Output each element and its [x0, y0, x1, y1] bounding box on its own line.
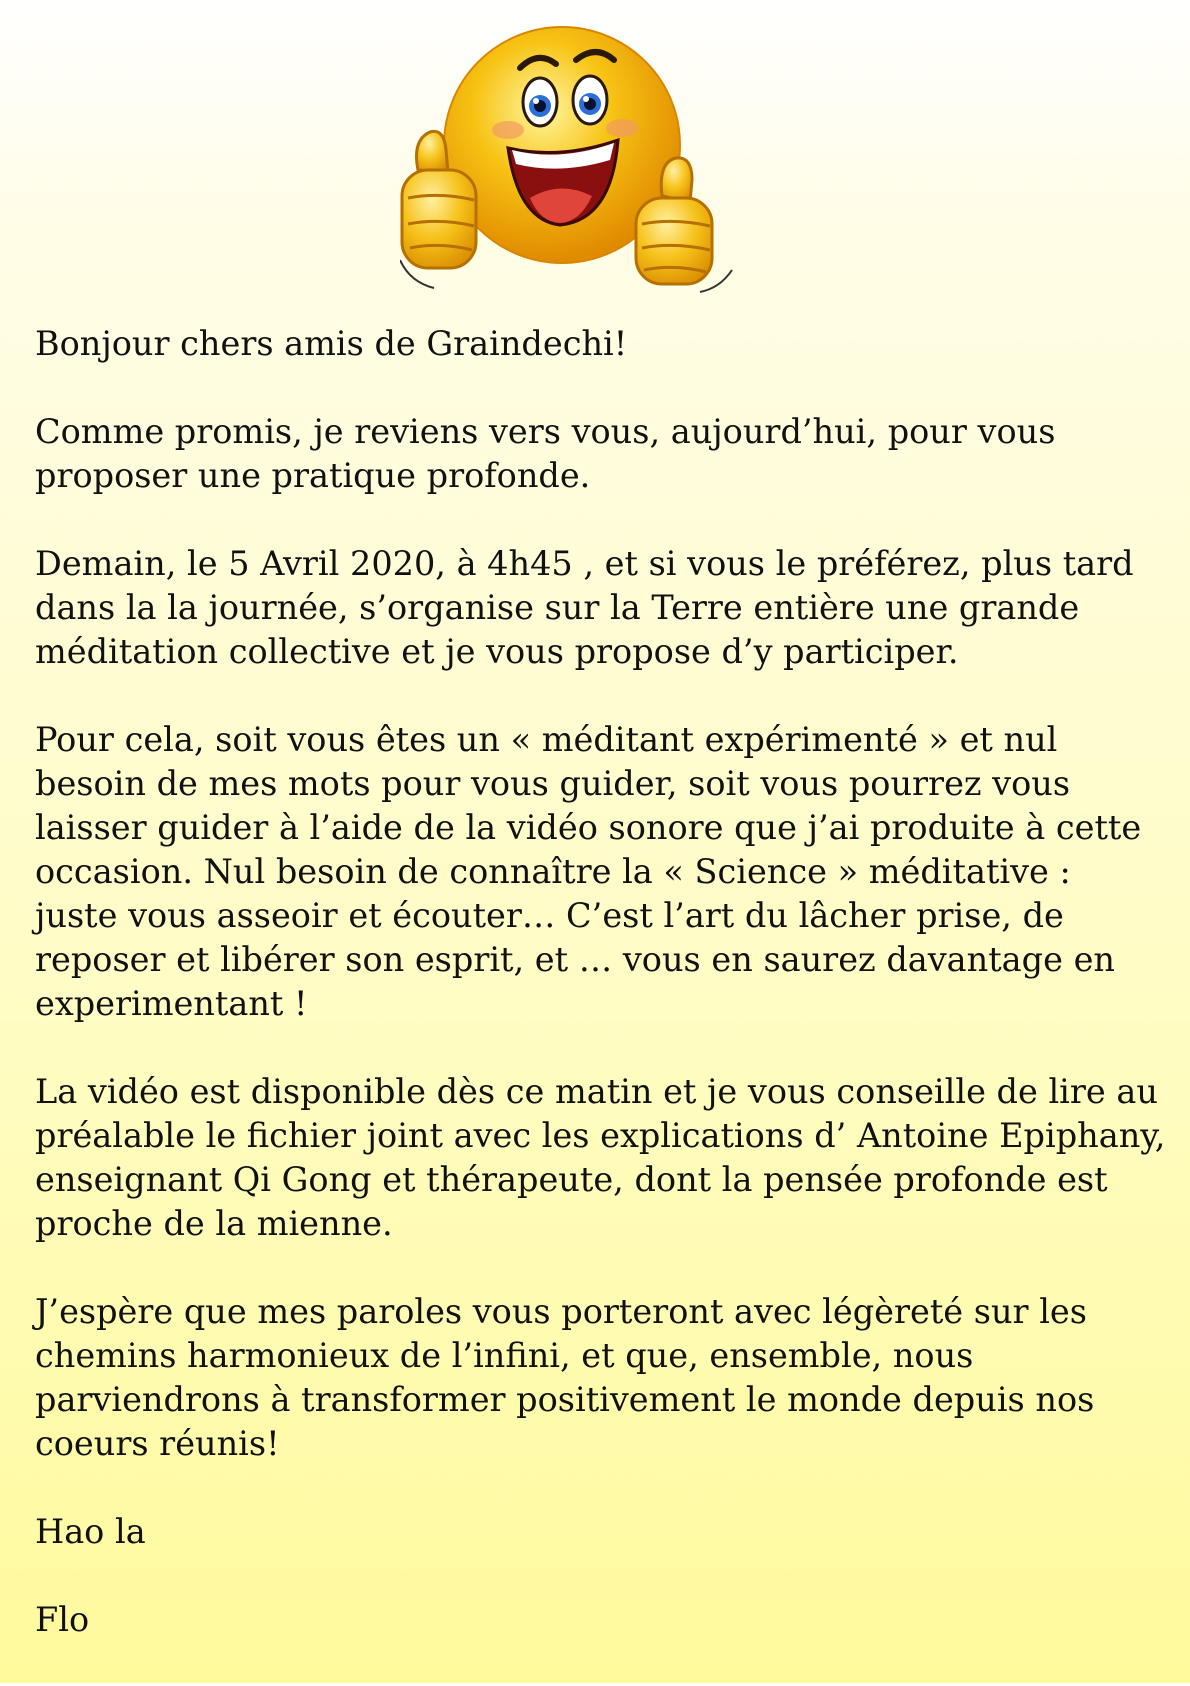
paragraph-line: Pour cela, soit vous êtes un « méditant expérimenté » et nul [35, 720, 1058, 759]
closing [35, 1510, 1175, 1554]
paragraph-line: parviendrons à transformer positivement le monde depuis nos [35, 1380, 1095, 1419]
paragraph-5 [35, 1290, 1175, 1466]
paragraph-line: dans la la journée, s’organise sur la Terre entière une grande [35, 588, 1080, 627]
closing-line: Hao la [35, 1512, 146, 1551]
paragraph-line: proche de la mienne. [35, 1204, 393, 1243]
greeting-line: Bonjour chers amis de Graindechi! [35, 324, 628, 363]
paragraph-3 [35, 718, 1175, 1026]
paragraph-4 [35, 1070, 1175, 1246]
paragraph-line: reposer et libérer son esprit, et … vous en saurez davantage en [35, 940, 1115, 979]
paragraph-line: laisser guider à l’aide de la vidéo sonore que j’ai produite à cette [35, 808, 1142, 847]
paragraph-line: coeurs réunis! [35, 1424, 280, 1463]
paragraph-line: enseignant Qi Gong et thérapeute, dont la pensée profonde est [35, 1160, 1108, 1199]
paragraph-line: méditation collective et je vous propose d’y participer. [35, 632, 959, 671]
paragraph-2 [35, 542, 1175, 674]
letter-body [35, 322, 1175, 1686]
paragraph-line: Comme promis, je reviens vers vous, aujourd’hui, pour vous [35, 412, 1056, 451]
right-cheek [606, 119, 638, 137]
paragraph-line: Demain, le 5 Avril 2020, à 4h45 , et si vous le préférez, plus tard [35, 544, 1134, 583]
paragraph-line: besoin de mes mots pour vous guider, soit vous pourrez vous [35, 764, 1071, 803]
paragraph-1 [35, 410, 1175, 498]
paragraph-line: experimentant ! [35, 984, 308, 1023]
paragraph-line: occasion. Nul besoin de connaître la « Science » méditative : [35, 852, 1071, 891]
paragraph-line: chemins harmonieux de l’infini, et que, ensemble, nous [35, 1336, 974, 1375]
left-cheek [492, 121, 524, 139]
signature-line: Flo [35, 1600, 90, 1639]
paragraph-line: La vidéo est disponible dès ce matin et je vous conseille de lire au [35, 1072, 1158, 1111]
signature [35, 1598, 1175, 1642]
greeting [35, 322, 1175, 366]
paragraph-line: J’espère que mes paroles vous porteront avec légèreté sur les [35, 1292, 1087, 1331]
paragraph-line: préalable le fichier joint avec les explications d’ Antoine Epiphany, [35, 1116, 1166, 1155]
paragraph-line: proposer une pratique profonde. [35, 456, 591, 495]
paragraph-line: juste vous asseoir et écouter… C’est l’art du lâcher prise, de [35, 896, 1064, 935]
thumbs-up-smiley-icon [400, 20, 740, 310]
